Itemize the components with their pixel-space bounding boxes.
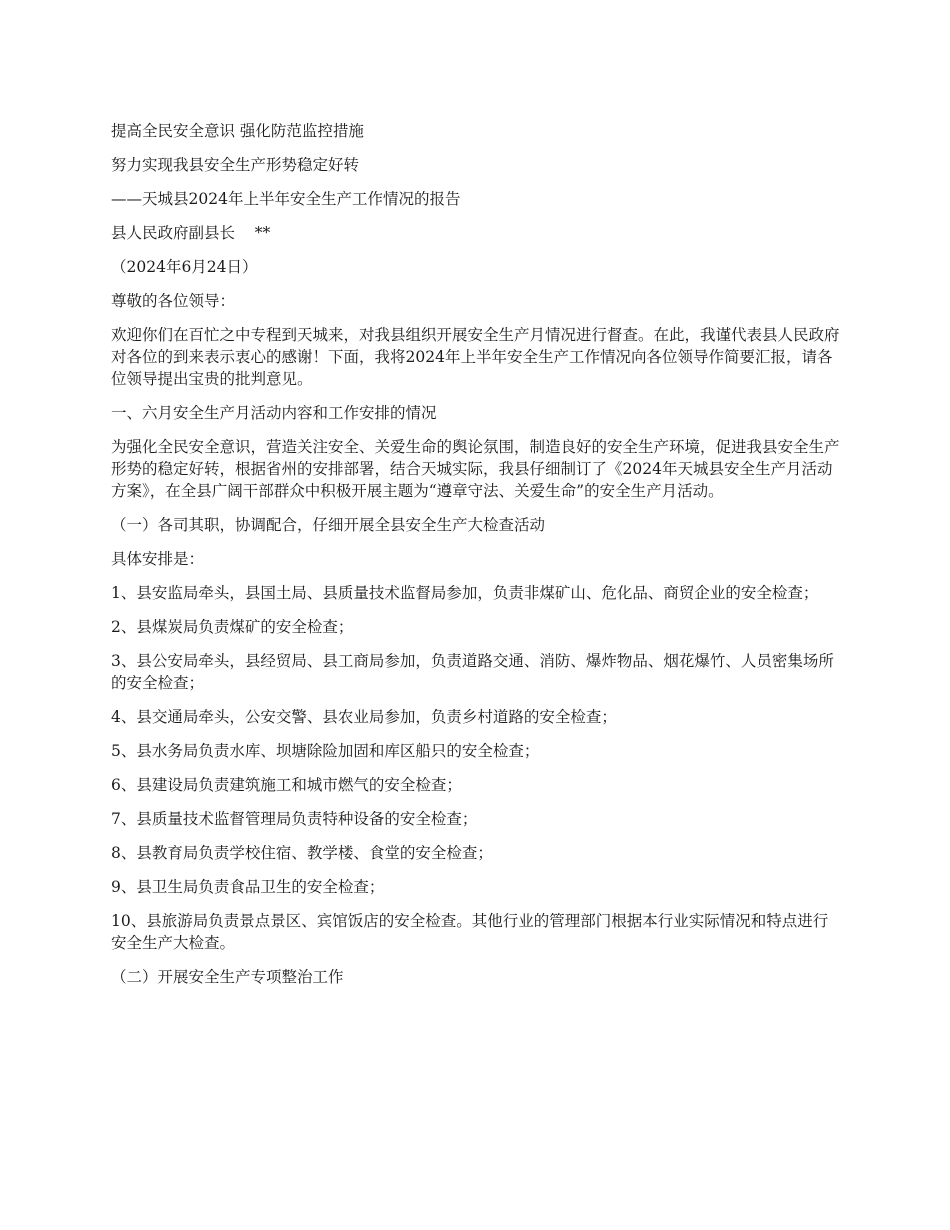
list-item: 8、县教育局负责学校住宿、教学楼、食堂的安全检查； (111, 844, 493, 862)
list-item: 6、县建设局负责建筑施工和城市燃气的安全检查； (111, 776, 462, 794)
arrangement-intro: 具体安排是： (111, 550, 205, 568)
list-item: 9、县卫生局负责食品卫生的安全检查； (111, 878, 385, 896)
section-1-paragraph: 为强化全民安全意识，营造关注安全、关爱生命的舆论氛围，制造良好的安全生产环境，促进我县安全生产形势的稳定好转，根据省州的安排部署，结合天城实际，我县仔细制订了《2024年天城县安全生产月活动方案》，在全县广阔干部群众中积极开展主题为“遵章守法、关爱生命”的安全生产月活动。 (111, 438, 840, 500)
list-item: 4、县交通局牵头，公安交警、县农业局参加，负责乡村道路的安全检查； (111, 708, 617, 726)
salutation: 尊敬的各位领导： (111, 292, 236, 310)
speaker-line: 县人民政府副县长 ** (111, 224, 271, 242)
report-title-line-1: 提高全民安全意识 强化防范监控措施 (111, 122, 364, 140)
list-item: 3、县公安局牵头，县经贸局、县工商局参加，负责道路交通、消防、爆炸物品、烟花爆竹、人员密集场所的安全检查； (111, 652, 834, 692)
report-subtitle: ——天城县2024年上半年安全生产工作情况的报告 (111, 190, 461, 208)
report-date: （2024年6月24日） (111, 258, 258, 276)
subsection-heading-1: （一）各司其职，协调配合，仔细开展全县安全生产大检查活动 (111, 516, 546, 534)
list-item: 5、县水务局负责水库、坝塘除险加固和库区船只的安全检查； (111, 742, 540, 760)
intro-paragraph: 欢迎你们在百忙之中专程到天城来，对我县组织开展安全生产月情况进行督查。在此，我谨代表县人民政府对各位的到来表示衷心的感谢！下面，我将2024年上半年安全生产工作情况向各位领导作简要汇报，请各位领导提出宝贵的批判意见。 (111, 326, 840, 388)
list-item: 7、县质量技术监督管理局负责特种设备的安全检查； (111, 810, 478, 828)
report-title-line-2: 努力实现我县安全生产形势稳定好转 (111, 156, 360, 174)
list-item: 1、县安监局牵头，县国土局、县质量技术监督局参加，负责非煤矿山、危化品、商贸企业的安全检查； (111, 584, 819, 602)
subsection-heading-2: （二）开展安全生产专项整治工作 (111, 968, 344, 986)
section-heading-1: 一、六月安全生产月活动内容和工作安排的情况 (111, 404, 437, 422)
list-item: 2、县煤炭局负责煤矿的安全检查； (111, 618, 354, 636)
document-body (111, 120, 841, 1000)
list-item: 10、县旅游局负责景点景区、宾馆饭店的安全检查。其他行业的管理部门根据本行业实际情况和特点进行安全生产大检查。 (111, 912, 829, 952)
